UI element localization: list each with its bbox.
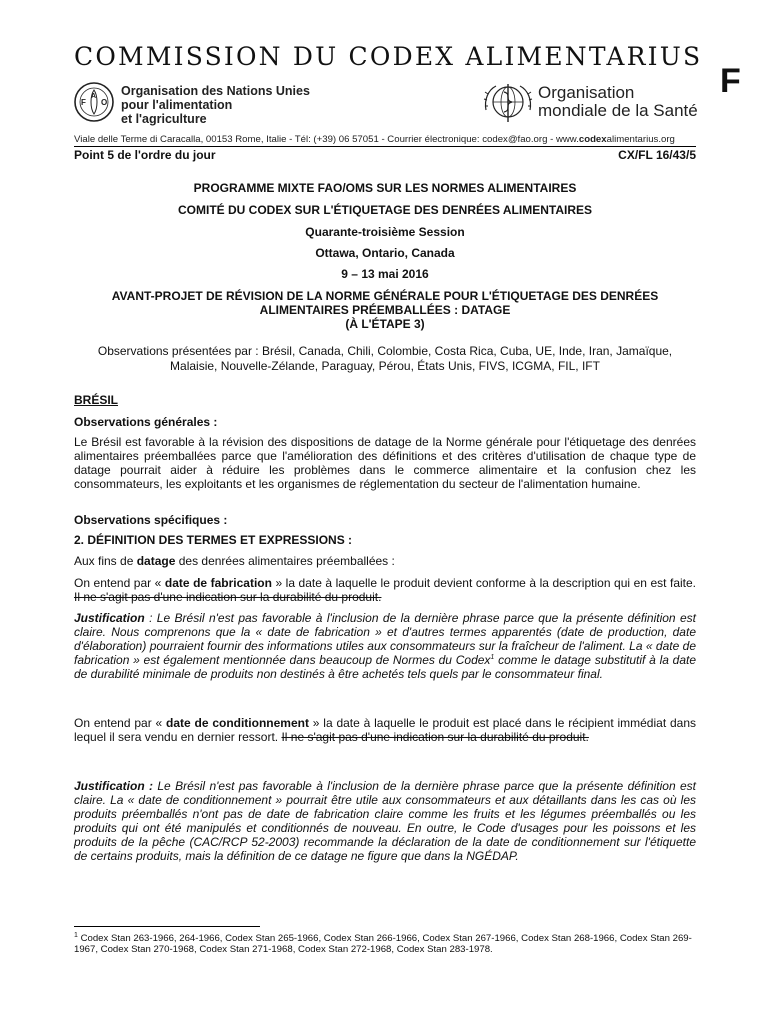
intro-rest: des denrées alimentaires préemballées :: [175, 554, 395, 568]
who-name-line2: mondiale de la Santé: [538, 101, 698, 120]
session-place: Ottawa, Ontario, Canada: [315, 246, 455, 260]
justification-packaging-label: Justification :: [74, 779, 154, 793]
justification-manufacture-text-b: comme le datage substitutif à la date de durabilité minimale de produits non destinés à être achetés tels quels par le consommateur final.: [74, 653, 697, 681]
fao-name-line2: pour l'alimentation: [121, 98, 233, 112]
definition-packaging-lead: On entend par «: [74, 716, 166, 730]
definition-packaging-deleted: Il ne s'agit pas d'une indication sur la durabilité du produit.: [281, 730, 589, 744]
definition-manufacture-lead: On entend par «: [74, 576, 165, 590]
intro-text: Aux fins de: [74, 554, 137, 568]
header-rule: [74, 146, 696, 147]
observations-line1: Observations présentées par : Brésil, Canada, Chili, Colombie, Costa Rica, Cuba, UE, Inde, Iran, Jamaïque,: [97, 344, 673, 358]
observations-line2: Malaisie, Nouvelle-Zélande, Paraguay, Pérou, États Unis, FIVS, ICGMA, FIL, IFT: [170, 359, 600, 373]
document-title-line2: ALIMENTAIRES PRÉEMBALLÉES : DATAGE: [259, 303, 511, 317]
definition-manufacture-term: date de fabrication: [164, 576, 272, 590]
session-title: Quarante-troisième Session: [305, 225, 465, 239]
fao-name: [121, 84, 310, 126]
fao-name-line1: Organisation des Nations Unies: [121, 84, 310, 98]
footnote: [74, 933, 696, 955]
justification-packaging: [74, 779, 696, 863]
programme-title: PROGRAMME MIXTE FAO/OMS SUR LES NORMES ALIMENTAIRES: [193, 181, 577, 195]
language-letter: F: [720, 62, 741, 100]
svg-text:A: A: [91, 93, 97, 100]
document-title: [74, 289, 696, 331]
document-title-line3: (À L'ÉTAPE 3): [345, 317, 425, 331]
footnote-rule: [74, 926, 260, 927]
definition-manufacture: [74, 576, 696, 604]
who-logo-icon: [482, 80, 534, 126]
document-reference: CX/FL 16/43/5: [618, 148, 696, 162]
address-text: Viale delle Terme di Caracalla, 00153 Rome, Italie - Tél: (+39) 06 57051 - Courrier électronique: codex@fao.org - www.: [74, 134, 579, 145]
definition-manufacture-deleted: Il ne s'agit pas d'une indication sur la durabilité du produit.: [74, 590, 382, 604]
definition-packaging-term: date de conditionnement: [166, 716, 309, 730]
svg-text:O: O: [101, 98, 108, 107]
justification-manufacture-text-a: : Le Brésil n'est pas favorable à l'inclusion de la dernière phrase parce que la présente définition est claire. Nous comprenons que la « date de fabrication » et d'autres termes apparentés (date de production, date d'élaboration) pourraient fournir des informations utiles aux consommateurs sur la fraîcheur de l'aliment. La « date de fabrication » est également mentionnée dans beaucoup de Normes du Codex: [74, 611, 696, 667]
who-name-line1: Organisation: [538, 83, 635, 102]
svg-text:F: F: [81, 98, 86, 107]
footnote-marker: 1: [74, 931, 78, 939]
document-title-line1: AVANT-PROJET DE RÉVISION DE LA NORME GÉNÉRALE POUR L'ÉTIQUETAGE DES DENRÉES: [111, 289, 659, 303]
definition-packaging: [74, 716, 696, 744]
committee-title: COMITÉ DU CODEX SUR L'ÉTIQUETAGE DES DENRÉES ALIMENTAIRES: [178, 203, 592, 217]
who-name: [538, 84, 698, 120]
session-dates: 9 – 13 mai 2016: [341, 267, 429, 281]
specific-observations-heading: Observations spécifiques :: [74, 513, 228, 527]
agenda-item: Point 5 de l'ordre du jour: [74, 148, 216, 162]
observations-submitted: [74, 344, 696, 374]
footnote-text: Codex Stan 263-1966, 264-1966, Codex Stan 265-1966, Codex Stan 266-1966, Codex Stan 267-1966, Codex Stan 268-1966, Codex Stan 269-1967, Codex Stan 270-1968, Codex Stan 271-1968, Codex Stan 272-1968, Codex Stan 283-1978.: [74, 933, 692, 955]
commission-title: COMMISSION DU CODEX ALIMENTARIUS: [74, 42, 703, 71]
address-domain: alimentarius.org: [606, 134, 675, 145]
definition-packaging-text: » la date à laquelle le produit est placé dans le récipient immédiat dans lequel il sera vendu en dernier ressort.: [74, 716, 696, 744]
section-intro: [74, 554, 696, 568]
footnote-reference: 1: [490, 654, 495, 661]
fao-logo-icon: [74, 82, 114, 122]
section-heading: 2. DÉFINITION DES TERMES ET EXPRESSIONS :: [74, 533, 353, 547]
address-line: [74, 134, 696, 145]
justification-packaging-text: Le Brésil n'est pas favorable à l'inclusion de la dernière phrase parce que la présente définition est claire. La « date de conditionnement » pourrait être utile aux consommateurs et aux détaillants dans les cas où les produits préemballés n'ont pas de date de fabrication claire comme les fruits et les légumes préemballés ou les produits qui ont été manipulés et conditionnés de nouveau. En outre, le Code d'usages pour les poissons et les produits de la pêche (CAC/RCP 52-2003) recommande la déclaration de la date de conditionnement sur l'étiquette de certains produits, mais la définition de ce datage ne figure que dans la NGÉDAP.: [74, 779, 696, 863]
justification-manufacture-label: Justification: [74, 611, 145, 625]
address-bold: codex: [578, 134, 607, 145]
general-observations-text: Le Brésil est favorable à la révision des dispositions de datage de la Norme générale pour l'étiquetage des denrées alimentaires préemballées parce que l'amélioration des définitions et des critères d'utilisation de chaque type de datage pourrait aider à réduire les problèmes dans le commerce alimentaire et la confusion chez les consommateurs, les exploitants et les organismes de réglementation du secteur de l'alimentation humaine.: [74, 435, 696, 491]
general-observations-heading: Observations générales :: [74, 415, 218, 429]
fao-name-line3: et l'agriculture: [121, 112, 207, 126]
intro-term: datage: [136, 554, 176, 568]
definition-manufacture-text: » la date à laquelle le produit devient conforme à la description qui en est faite.: [271, 576, 696, 590]
country-heading: BRÉSIL: [74, 393, 119, 407]
justification-manufacture: [74, 611, 696, 681]
